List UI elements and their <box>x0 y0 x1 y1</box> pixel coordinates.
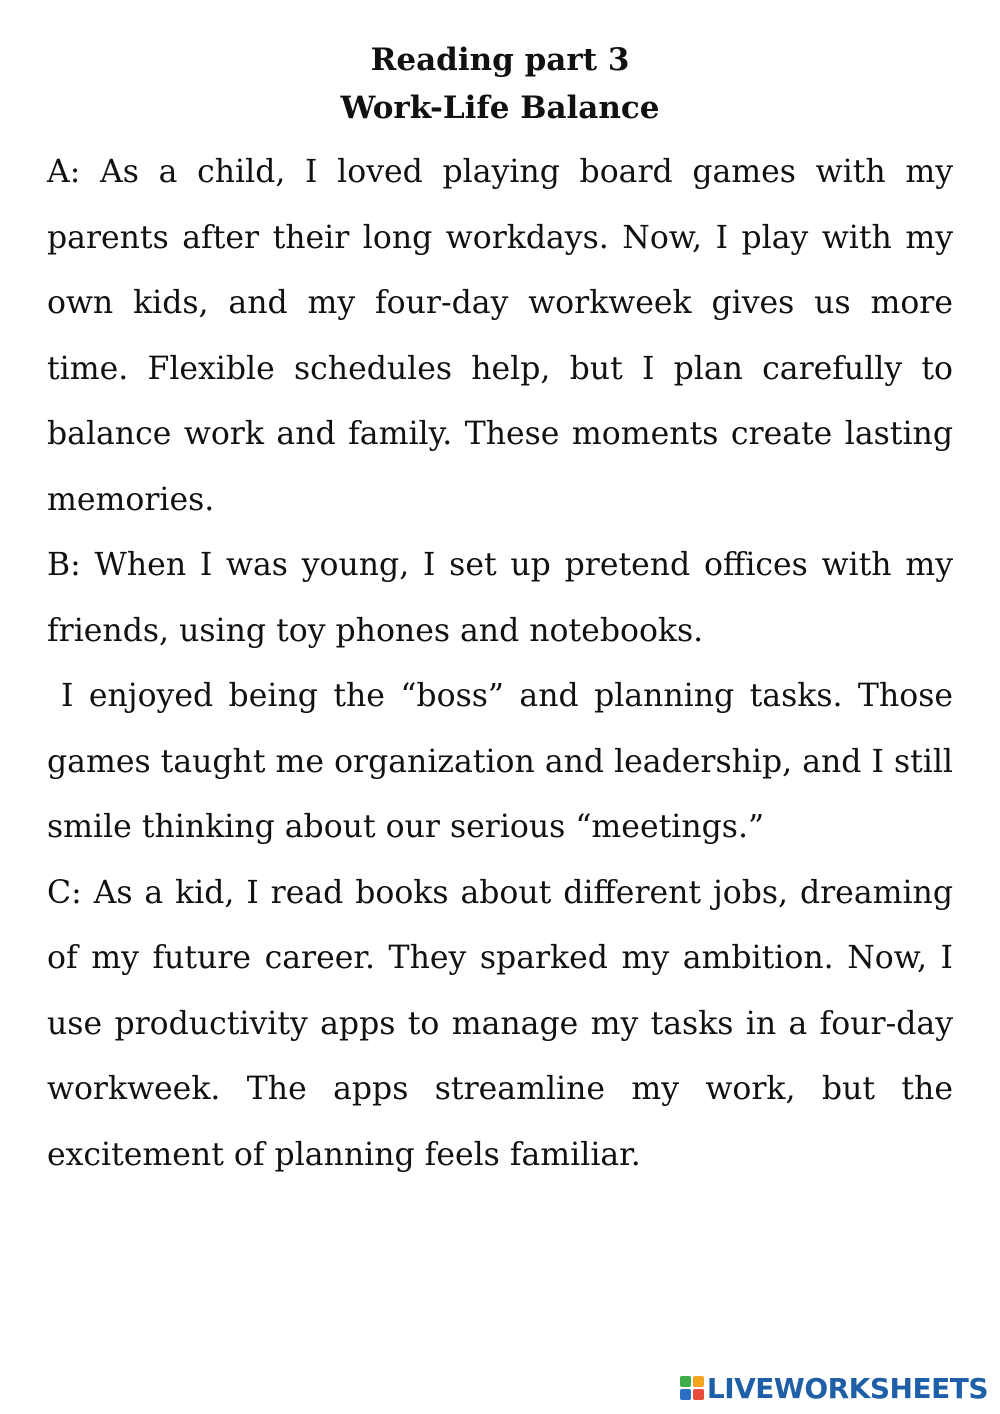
page-title: Reading part 3 <box>370 42 630 78</box>
logo-square-2 <box>693 1376 704 1387</box>
reading-text <box>47 140 953 1188</box>
paragraph-a: A: As a child, I loved playing board games with my parents after their long workdays. Now, I play with my own kids, and my four-day workweek gives us more time. Flexible schedules help, but I plan carefully to balance work and family. These moments create lasting memories. <box>47 154 953 518</box>
page-subtitle: Work-Life Balance <box>340 90 660 126</box>
logo-square-4 <box>693 1389 704 1400</box>
paragraph-c: C: As a kid, I read books about different jobs, dreaming of my future career. They sparked my ambition. Now, I use productivity apps to manage my tasks in a four-day workweek. The apps streamline my work, but the excitement of planning feels familiar. <box>47 874 953 1173</box>
paragraph-b-continued: I enjoyed being the “boss” and planning tasks. Those games taught me organization and leadership, and I still smile thinking about our serious “meetings.” <box>47 678 953 845</box>
liveworksheets-logo <box>680 1370 988 1406</box>
title-block <box>0 36 1000 132</box>
paragraph-b: B: When I was young, I set up pretend offices with my friends, using toy phones and notebooks. <box>47 547 953 649</box>
logo-square-1 <box>680 1376 691 1387</box>
liveworksheets-mark-icon <box>680 1376 704 1400</box>
logo-text: LIVEWORKSHEETS <box>706 1371 988 1405</box>
logo-square-3 <box>680 1389 691 1400</box>
